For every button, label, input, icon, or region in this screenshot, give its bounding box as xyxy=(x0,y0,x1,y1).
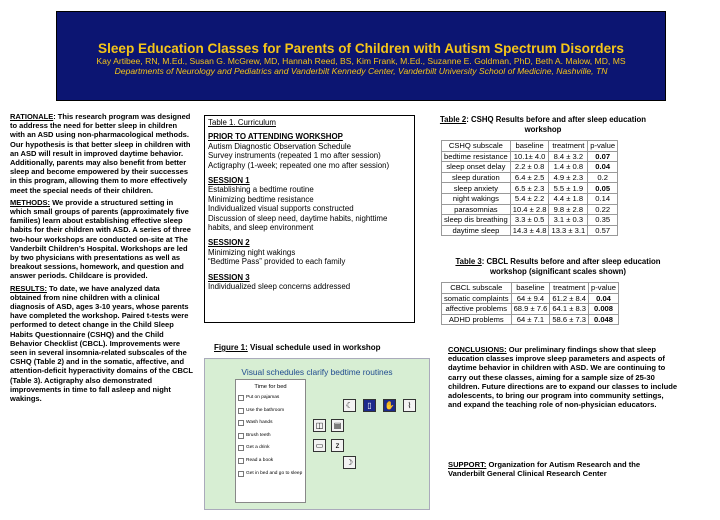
bed-icon: ▭ xyxy=(313,439,326,452)
schedule-item xyxy=(236,408,305,421)
results-paragraph xyxy=(10,284,193,404)
table-cell: 6.5 ± 2.3 xyxy=(510,183,549,194)
curriculum-item: Minimizing night wakings xyxy=(208,247,296,257)
schedule-item xyxy=(236,433,305,446)
table-row xyxy=(442,172,618,183)
curriculum-item: Discussion of sleep need, daytime habits, nighttime habits, and sleep environment xyxy=(208,213,388,233)
table-cell: sleep duration xyxy=(442,172,511,183)
curriculum-item: Establishing a bedtime routine xyxy=(208,185,314,195)
schedule-item xyxy=(236,471,305,484)
checkbox-icon xyxy=(238,458,244,464)
table-cell: 5.5 ± 1.9 xyxy=(549,183,588,194)
schedule-item xyxy=(236,445,305,458)
left-column xyxy=(10,112,193,406)
figure-title: Visual schedules clarify bedtime routines xyxy=(241,367,393,377)
table-cell: somatic complaints xyxy=(442,293,512,304)
table3-caption xyxy=(440,257,676,276)
table-cell: 61.2 ± 8.4 xyxy=(550,293,589,304)
checkbox-icon xyxy=(238,445,244,451)
table-cell: parasomnias xyxy=(442,204,511,215)
figure-caption xyxy=(214,343,444,352)
table-row xyxy=(442,183,618,194)
curriculum-item: Minimizing bedtime resistance xyxy=(208,194,314,204)
table-cell: 13.3 ± 3.1 xyxy=(549,225,588,236)
cshq-table xyxy=(441,140,618,236)
table-row xyxy=(442,151,618,162)
curriculum-item: Survey instruments (repeated 1 mo after session) xyxy=(208,151,381,161)
table-cell: 0.35 xyxy=(588,215,618,226)
checkbox-icon xyxy=(238,420,244,426)
table-cell: sleep anxiety xyxy=(442,183,511,194)
table-cell: 9.8 ± 2.8 xyxy=(549,204,588,215)
table3-caption-text: : CBCL Results before and after sleep education workshop (significant scales shown) xyxy=(481,257,661,276)
support-paragraph xyxy=(448,460,678,478)
table-cell: 8.4 ± 3.2 xyxy=(549,151,588,162)
rationale-text: : This research program was designed to address the need for better sleep in children with an ASD using non-pharmacological methods. Our hypothesis is that better sleep in children with an ASD will result in improved daytime behavior. Additionally, parents may also benefit from better sleep and become empowered by their successes in this program, allowing them to more effectively meet the special needs of their children. xyxy=(10,112,191,195)
table-row xyxy=(442,193,618,204)
table-cell: 0.048 xyxy=(589,314,619,325)
table-cell: 0.22 xyxy=(588,204,618,215)
curriculum-item: “Bedtime Pass” provided to each family xyxy=(208,257,346,267)
table-cell: 58.6 ± 7.3 xyxy=(550,314,589,325)
table-row xyxy=(442,314,619,325)
table-row xyxy=(442,162,618,173)
table-row xyxy=(442,225,618,236)
conclusions-text: Our preliminary findings show that sleep education classes improve sleep parameters and aspects of daytime behavior in children with ASD. We are continuing to carry out these classes, aiming for a sample size of 25-30 children. Future directions are to expand our classes to include adolescents, to bring our program into community settings, and expand the teaching role of non-physician educators. xyxy=(448,345,678,410)
table-cell: affective problems xyxy=(442,304,512,315)
session-3-header: SESSION 3 xyxy=(208,272,250,282)
checkbox-icon xyxy=(238,395,244,401)
table3-label: Table 3 xyxy=(455,257,482,266)
curriculum-item: Actigraphy (1-week; repeated one mo after session) xyxy=(208,160,390,170)
moon-icon: ☽ xyxy=(343,456,356,469)
table-cell: night wakings xyxy=(442,193,511,204)
figure-caption-text: Visual schedule used in workshop xyxy=(247,343,381,352)
table-cell: 4.4 ± 1.8 xyxy=(549,193,588,204)
schedule-item xyxy=(236,420,305,433)
table-cell: 64 ± 9.4 xyxy=(511,293,550,304)
poster-departments: Departments of Neurology and Pediatrics and Vanderbilt Kennedy Center, Vanderbilt University School of Medicine, Nashville, TN xyxy=(114,66,608,76)
table-cell: ADHD problems xyxy=(442,314,512,325)
table-row xyxy=(442,204,618,215)
methods-label: METHODS: xyxy=(10,197,50,207)
results-text: To date, we have analyzed data obtained from nine children with a clinical diagnosis of ASD, ages 3-10 years, whose parents have completed the workshop. Paired t-tests were performed to detect change in the Child Sleep Habits Questionnaire (CSHQ) and the Child Behavior Checklist (CBCL). Improvements were seen in several insomnia-related subscales of the CSHQ (Table 2) and in the somatic, affective, and attention-deficit hyperactivity domains of the CBCL (Table 3). Actigraphy also demonstrated improvements in time to fall asleep and night wakings. xyxy=(10,283,193,404)
toothbrush-icon: ⌇ xyxy=(403,399,416,412)
drink-icon: ◫ xyxy=(313,419,326,432)
toilet-icon: ▯ xyxy=(363,399,376,412)
schedule-item xyxy=(236,458,305,471)
support-label: SUPPORT: xyxy=(448,460,487,469)
prior-header: PRIOR TO ATTENDING WORKSHOP xyxy=(208,132,343,142)
schedule-item-label: Read a book xyxy=(246,457,274,463)
poster-authors: Kay Artibee, RN, M.Ed., Susan G. McGrew, MD, Hannah Reed, BS, Kim Frank, M.Ed., Suzanne E. Goldman, PhD, Beth A. Malow, MD, MS xyxy=(96,56,626,66)
table-cell: 10.4 ± 2.8 xyxy=(510,204,549,215)
schedule-item xyxy=(236,395,305,408)
rationale-paragraph xyxy=(10,112,193,195)
curriculum-item: Individualized visual supports constructed xyxy=(208,204,354,214)
schedule-item-label: Get a drink xyxy=(246,445,270,451)
table-row xyxy=(442,293,619,304)
table-cell: 64 ± 7.1 xyxy=(511,314,550,325)
table-header-cell: treatment xyxy=(549,141,588,152)
table-header-cell: CSHQ subscale xyxy=(442,141,511,152)
table2-label: Table 2 xyxy=(439,115,467,124)
table-cell: 3.3 ± 0.5 xyxy=(510,215,549,226)
table-cell: 0.07 xyxy=(588,151,618,162)
table-cell: 14.3 ± 4.8 xyxy=(510,225,549,236)
schedule-item-label: Wash hands xyxy=(246,420,273,426)
title-banner xyxy=(56,11,666,101)
picture-icon-panel xyxy=(313,399,425,469)
table-cell: 0.57 xyxy=(588,225,618,236)
table-cell: sleep onset delay xyxy=(442,162,511,173)
table-cell: 0.04 xyxy=(589,293,619,304)
schedule-item-label: Get in bed and go to sleep xyxy=(246,470,303,476)
table-cell: 64.1 ± 8.3 xyxy=(550,304,589,315)
conclusions-paragraph xyxy=(448,345,678,409)
table-cell: 0.2 xyxy=(588,172,618,183)
table-row xyxy=(442,215,618,226)
curriculum-box xyxy=(204,115,415,323)
table-cell: 6.4 ± 2.5 xyxy=(510,172,549,183)
table-header-cell: treatment xyxy=(550,283,589,294)
table-cell: bedtime resistance xyxy=(442,151,511,162)
pajamas-icon: ☾ xyxy=(343,399,356,412)
rationale-label: RATIONALE xyxy=(10,112,54,121)
session-2-header: SESSION 2 xyxy=(208,238,250,248)
table-header-cell: p-value xyxy=(588,141,618,152)
table2-caption xyxy=(438,115,648,134)
table-cell: 2.2 ± 0.8 xyxy=(510,162,549,173)
figure-visual-schedule xyxy=(204,358,430,510)
table-cell: 0.14 xyxy=(588,193,618,204)
table-cell: sleep dis breathing xyxy=(442,215,511,226)
support-text: Organization for Autism Research and the Vanderbilt General Clinical Research Center xyxy=(448,460,641,479)
table-cell: 1.4 ± 0.8 xyxy=(549,162,588,173)
methods-paragraph xyxy=(10,198,193,281)
checkbox-icon xyxy=(238,433,244,439)
table-header-cell: baseline xyxy=(511,283,550,294)
table-cell: 10.1± 4.0 xyxy=(510,151,549,162)
handwash-icon: ✋ xyxy=(384,401,395,410)
table-cell: 0.04 xyxy=(588,162,618,173)
cbcl-table xyxy=(441,282,619,325)
table-header-cell: p-value xyxy=(589,283,619,294)
table-header-cell: CBCL subscale xyxy=(442,283,512,294)
table-header-row xyxy=(442,141,618,152)
schedule-title: Time for bed xyxy=(254,384,287,390)
schedule-item-label: Brush teeth xyxy=(246,432,271,438)
table-cell: 4.9 ± 2.3 xyxy=(549,172,588,183)
schedule-item-label: Use the bathroom xyxy=(246,407,285,413)
table-cell: 0.008 xyxy=(589,304,619,315)
table-cell: 68.9 ± 7.6 xyxy=(511,304,550,315)
table-cell: 0.05 xyxy=(588,183,618,194)
curriculum-item: Autism Diagnostic Observation Schedule xyxy=(208,141,351,151)
figure-label: Figure 1: xyxy=(214,343,248,352)
table-cell: 5.4 ± 2.2 xyxy=(510,193,549,204)
methods-text: We provide a structured setting in which small groups of parents (approximately five families) learn about establishing effective sleep habits for their children with ASD. A series of three two-hour workshops are conducted on-site at The Vanderbilt Children’s Hospital. Workshops are led by two physicians with presentations as well as breakout sessions, homework, and question and answer periods. Childcare is provided. xyxy=(10,197,191,281)
results-label: RESULTS: xyxy=(10,283,47,293)
table-cell: daytime sleep xyxy=(442,225,511,236)
book-icon: ▤ xyxy=(331,419,344,432)
session-1-header: SESSION 1 xyxy=(208,176,250,186)
table-header-row xyxy=(442,283,619,294)
schedule-item-label: Put on pajamas xyxy=(246,395,280,400)
curriculum-title: Table 1. Curriculum xyxy=(208,118,276,127)
table-row xyxy=(442,304,619,315)
curriculum-item: Individualized sleep concerns addressed xyxy=(208,282,351,292)
table-header-cell: baseline xyxy=(510,141,549,152)
table2-caption-text: : CSHQ Results before and after sleep education workshop xyxy=(466,115,647,134)
checkbox-icon xyxy=(238,471,244,477)
poster-title: Sleep Education Classes for Parents of Children with Autism Spectrum Disorders xyxy=(98,41,624,56)
sleep-icon: z xyxy=(331,439,344,452)
schedule-card xyxy=(235,379,306,503)
checkbox-icon xyxy=(238,408,244,414)
table-cell: 3.1 ± 0.3 xyxy=(549,215,588,226)
conclusions-label: CONCLUSIONS: xyxy=(448,345,507,354)
